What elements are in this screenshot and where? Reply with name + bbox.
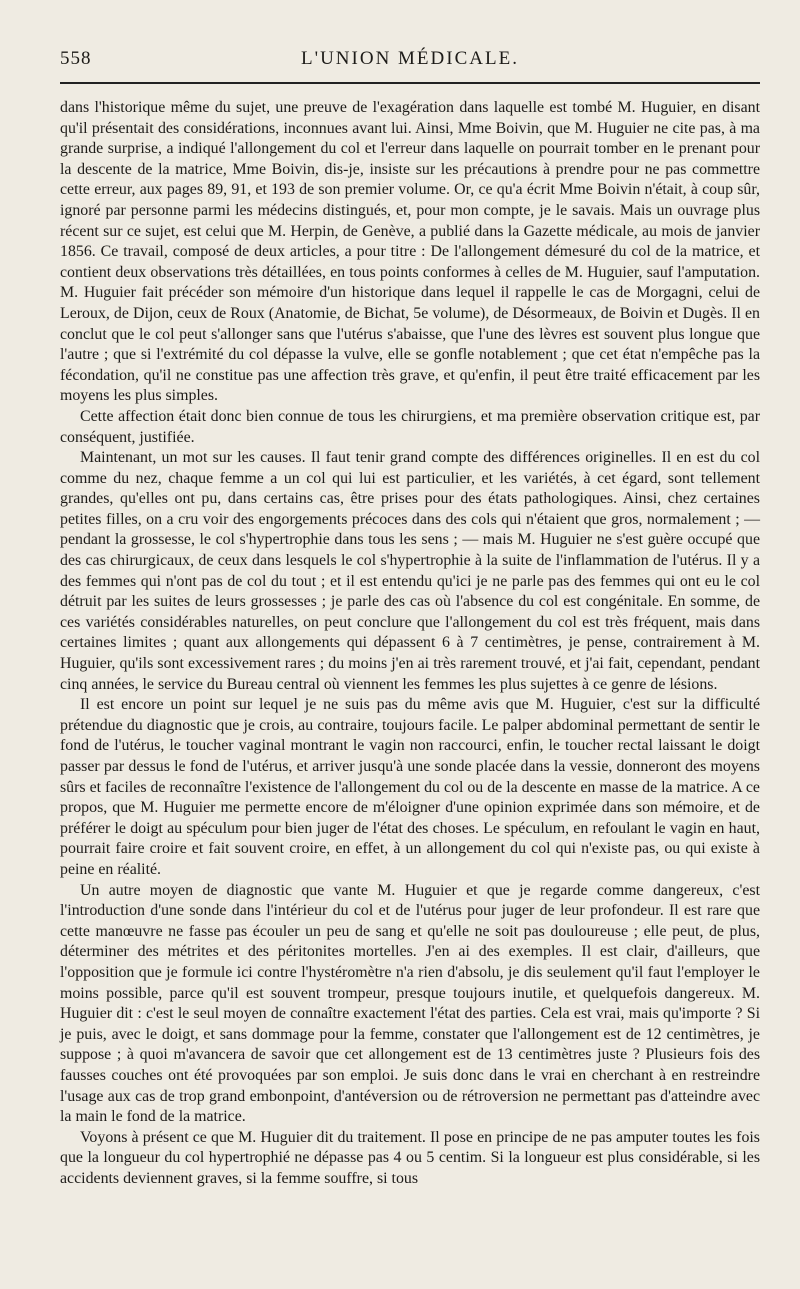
paragraph: Voyons à présent ce que M. Huguier dit du traitement. Il pose en principe de ne pas amputer toutes les fois que la longueur du col hypertrophié ne dépasse pas 4 ou 5 centim. Si la longueur est plus considérable, si les accidents deviennent graves, si la femme souffre, si tous — [60, 1128, 760, 1187]
page-number: 558 — [60, 48, 92, 69]
running-title: L'UNION MÉDICALE. — [301, 48, 519, 69]
paragraph: Un autre moyen de diagnostic que vante M. Huguier et que je regarde comme dangereux, c'est l'introduction d'une sonde dans l'intérieur du col et de l'utérus pour juger de leur profondeur. Il est rare que cette manœuvre ne fasse pas écouler un peu de sang et qu'elle ne soit pas douloureuse ; elle peut, de plus, déterminer des métrites et des péritonites mortelles. J'en ai des exemples. Il est clair, d'ailleurs, que l'opposition que je formule ici contre l'hystéromètre n'a rien d'absolu, je dis seulement qu'il faut l'employer le moins possible, parce qu'il est souvent trompeur, presque toujours inutile, et quelquefois dangereux. M. Huguier dit : c'est le seul moyen de connaître exactement l'état des parties. Cela est vrai, mais qu'importe ? Si je puis, avec le doigt, et sans dommage pour la femme, constater que l'allongement est de 12 centimètres, je suppose ; à quoi m'avancera de savoir que cet allongement est de 13 centimètres juste ? Plusieurs fois des fausses couches ont été provoquées par son emploi. Je suis donc dans le vrai en cherchant à en restreindre l'usage aux cas de trop grand embonpoint, d'antéversion ou de rétroversion ne permettant pas d'atteindre avec la main le fond de la matrice. — [60, 881, 760, 1126]
paragraph: dans l'historique même du sujet, une preuve de l'exagération dans laquelle est tombé M. Huguier, en disant qu'il présentait des considérations, inconnues avant lui. Ainsi, Mme Boivin, que M. Huguier ne cite pas, à ma grande surprise, a indiqué l'allongement du col et l'erreur dans laquelle on pourrait tomber en le prenant pour la descente de la matrice, Mme Boivin, dis-je, insiste sur les précautions à prendre pour ne pas commettre cette erreur, aux pages 89, 91, et 193 de son premier volume. Or, ce qu'a écrit Mme Boivin n'était, à coup sûr, ignoré par personne parmi les médecins distingués, et, pour mon compte, je le savais. Mais un ouvrage plus récent sur ce sujet, est celui que M. Herpin, de Genève, a publié dans la Gazette médicale, au mois de janvier 1856. Ce travail, composé de deux articles, a pour titre : De l'allongement démesuré du col de la matrice, et contient deux observations très détaillées, en tous points conformes à celles de M. Huguier, sauf l'amputation. M. Huguier fait précéder son mémoire d'un historique dans lequel il rappelle le cas de Morgagni, celui de Leroux, de Dijon, ceux de Roux (Anatomie, de Bichat, 5e volume), de Désormeaux, de Boivin et Dugès. Il en conclut que le col peut s'allonger sans que l'utérus s'abaisse, que l'une des lèvres est souvent plus longue que l'autre ; que si l'extrémité du col dépasse la vulve, elle se gonfle notablement ; que cet état n'empêche pas la fécondation, qu'il ne constitue pas une affection très grave, et qu'enfin, il peut être traité efficacement par les moyens les plus simples. — [60, 99, 760, 405]
paragraph: Maintenant, un mot sur les causes. Il faut tenir grand compte des différences originelles. Il en est du col comme du nez, chaque femme a un col qui lui est particulier, et les variétés, à cet égard, sont tellement grandes, qu'elles ont pu, dans certains cas, être prises pour des états pathologiques. Ainsi, chez certaines petites filles, on a cru voir des engorgements précoces dans des cols qui n'étaient que gros, normalement ; — pendant la grossesse, le col s'hypertrophie dans tous les sens ; — mais M. Huguier ne s'est guère occupé que des cas chirurgicaux, de ceux dans lesquels le col s'hypertrophie à la suite de l'inflammation de l'utérus. Il y a des femmes qui n'ont pas de col du tout ; et il est entendu qu'ici je ne parle pas des femmes qui ont eu le col détruit par les suites de leurs grossesses ; je parle des cas où l'absence du col est congénitale. En somme, de ces variétés considérables naturelles, on peut conclure que l'allongement du col est très fréquent, mais dans certaines limites ; quant aux allongements qui dépassent 6 à 7 centimètres, je pense, contrairement à M. Huguier, qu'ils sont excessivement rares ; du moins j'en ai très rarement trouvé, et j'ai fait, cependant, pendant cinq années, le service du Bureau central où viennent les femmes les plus sujettes à ce genre de lésions. — [60, 449, 760, 693]
header-rule — [60, 82, 760, 84]
page-header — [60, 48, 760, 76]
paragraph: Cette affection était donc bien connue de tous les chirurgiens, et ma première observation critique est, par conséquent, justifiée. — [60, 407, 760, 446]
body-text — [60, 98, 760, 1189]
paragraph: Il est encore un point sur lequel je ne suis pas du même avis que M. Huguier, c'est sur la difficulté prétendue du diagnostic que je crois, au contraire, toujours facile. Le palper abdominal permettant de sentir le fond de l'utérus, le toucher vaginal montrant le vagin non raccourci, enfin, le toucher rectal laissant le doigt passer par dessus le fond de l'utérus, et arriver jusqu'à une sonde placée dans la vessie, donneront des moyens sûrs et faciles de reconnaître l'existence de l'allongement du col ou de la descente en masse de la matrice. A ce propos, que M. Huguier me permette encore de m'éloigner d'une opinion exprimée dans son mémoire, et de préférer le doigt au spéculum pour bien juger de l'état des choses. Le spéculum, en refoulant le vagin en haut, pourrait faire croire et fait souvent croire, en effet, à un allongement du col qui n'existe pas, ou qui existe à peine en réalité. — [60, 696, 760, 878]
